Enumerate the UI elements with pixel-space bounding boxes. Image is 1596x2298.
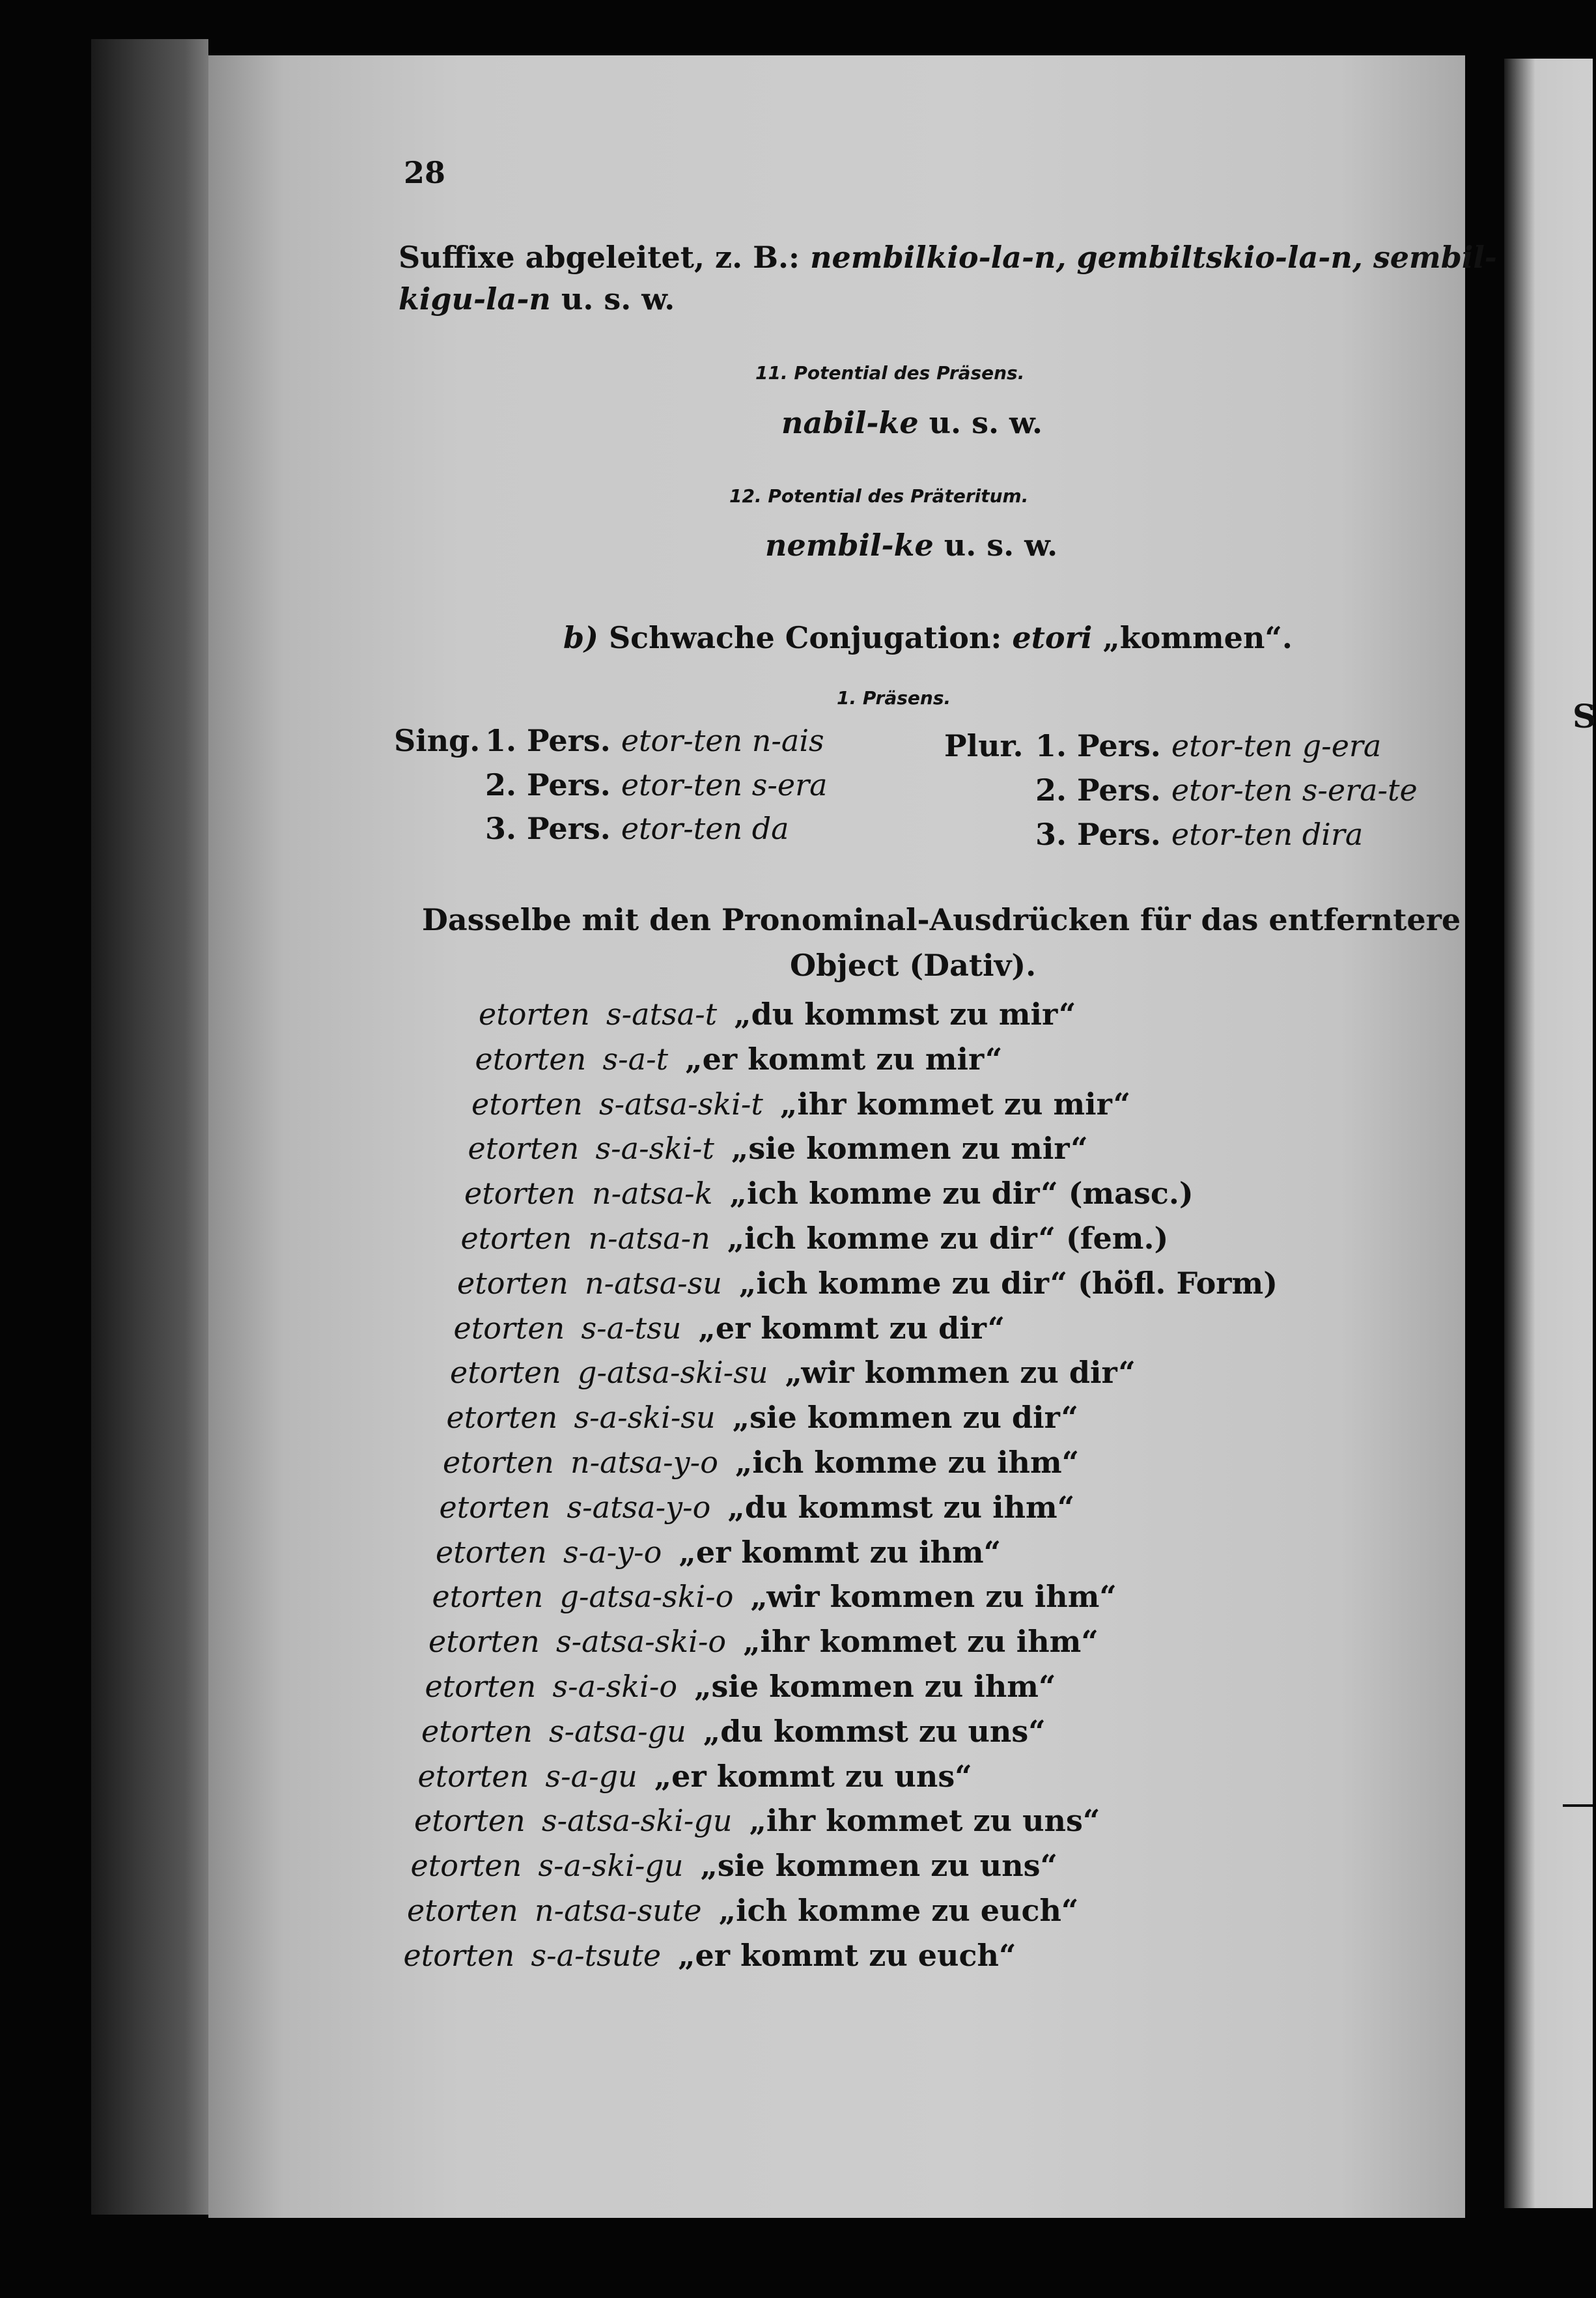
- section-b-verb: etori: [1012, 620, 1093, 655]
- example-verb: etorten: [479, 997, 590, 1032]
- sing-row-2: [485, 767, 828, 802]
- example-verb: etorten: [475, 1041, 587, 1077]
- example-row: [468, 1131, 1088, 1166]
- sing-person-2: 2. Pers.: [485, 767, 611, 802]
- example-verb: etorten: [471, 1086, 583, 1122]
- example-form: s-a-t: [602, 1041, 669, 1077]
- example-verb: etorten: [453, 1310, 565, 1346]
- plur-row-3: [1035, 817, 1363, 852]
- example-gloss: „sie kommen zu uns“: [700, 1848, 1058, 1884]
- plur-row-1: [1035, 728, 1381, 763]
- example-verb: etorten: [436, 1534, 547, 1570]
- example-row: [421, 1714, 1046, 1749]
- example-verb: etorten: [428, 1624, 540, 1660]
- plur-label: Plur.: [944, 728, 1024, 763]
- example-form: s-a-tsu: [581, 1310, 682, 1346]
- example-verb: etorten: [443, 1445, 554, 1480]
- praesens-heading: 1. Präsens.: [837, 687, 951, 709]
- example-form: n-atsa-n: [588, 1221, 710, 1256]
- sing-person-1: 1. Pers.: [485, 723, 611, 758]
- example-row: [471, 1086, 1130, 1122]
- example-row: [418, 1759, 972, 1794]
- example-gloss: „er kommt zu uns“: [654, 1758, 972, 1794]
- example-gloss: „du kommst zu uns“: [703, 1713, 1046, 1749]
- intro-line-2: [399, 281, 675, 317]
- example-verb: etorten: [439, 1489, 551, 1525]
- section-12-line: [765, 528, 1057, 563]
- example-row: [457, 1266, 1278, 1301]
- example-verb: etorten: [417, 1758, 529, 1794]
- example-row: [464, 1176, 1194, 1211]
- example-row: [479, 997, 1076, 1032]
- example-gloss: „sie kommen zu mir“: [731, 1131, 1088, 1167]
- book-spine: [91, 39, 208, 2215]
- example-row: [450, 1355, 1136, 1390]
- example-gloss: „sie kommen zu ihm“: [694, 1669, 1056, 1704]
- section-12-heading: 12. Potential des Präteritum.: [729, 485, 1029, 507]
- example-row: [411, 1848, 1058, 1883]
- sing-form-3: etor-ten da: [621, 811, 789, 846]
- sing-form-1: etor-ten n-ais: [621, 723, 824, 758]
- example-verb: etorten: [468, 1131, 580, 1167]
- example-gloss: „ich komme zu ihm“: [735, 1445, 1080, 1480]
- example-verb: etorten: [460, 1221, 572, 1256]
- example-gloss: „er kommt zu mir“: [685, 1041, 1003, 1077]
- example-gloss: „ihr kommet zu uns“: [749, 1803, 1100, 1839]
- section-b-heading: [563, 620, 1293, 655]
- sing-label: Sing.: [394, 723, 481, 758]
- example-form: s-atsa-t: [606, 997, 718, 1032]
- example-row: [407, 1893, 1078, 1928]
- intro-line-1: [399, 240, 1497, 275]
- sing-form-2: etor-ten s-era: [621, 767, 828, 802]
- plur-person-2: 2. Pers.: [1035, 773, 1161, 808]
- section-11-line: [781, 405, 1043, 440]
- example-gloss: „sie kommen zu dir“: [732, 1400, 1078, 1436]
- page-number: 28: [404, 155, 446, 190]
- example-form: s-a-gu: [545, 1758, 637, 1794]
- example-gloss: „ihr kommet zu ihm“: [743, 1624, 1099, 1660]
- example-row: [436, 1535, 1001, 1570]
- example-gloss: „ich komme zu dir“ (masc.): [729, 1176, 1194, 1212]
- example-form: s-a-ski-t: [595, 1131, 714, 1167]
- example-verb: etorten: [414, 1803, 525, 1839]
- plur-form-2: etor-ten s-era-te: [1171, 773, 1418, 808]
- section-b-label: b): [563, 620, 598, 655]
- example-gloss: „wir kommen zu dir“: [785, 1355, 1136, 1391]
- example-form: n-atsa-su: [585, 1265, 722, 1301]
- example-row: [443, 1445, 1079, 1480]
- example-row: [475, 1042, 1003, 1077]
- example-form: s-a-tsute: [531, 1937, 662, 1973]
- example-gloss: „er kommt zu euch“: [678, 1937, 1016, 1973]
- example-form: s-atsa-ski-t: [599, 1086, 763, 1122]
- example-gloss: „er kommt zu ihm“: [679, 1534, 1001, 1570]
- sing-person-3: 3. Pers.: [485, 811, 611, 846]
- example-gloss: „du kommst zu ihm“: [727, 1489, 1075, 1525]
- example-row: [425, 1669, 1056, 1704]
- example-form: s-atsa-ski-gu: [542, 1803, 733, 1839]
- example-row: [432, 1579, 1117, 1614]
- example-verb: etorten: [457, 1265, 568, 1301]
- section-b-title: Schwache Conjugation:: [598, 620, 1013, 655]
- example-gloss: „wir kommen zu ihm“: [750, 1579, 1117, 1615]
- section-11-heading: 11. Potential des Präsens.: [755, 362, 1025, 384]
- section-12-rest: u. s. w.: [933, 528, 1058, 563]
- dative-intro-line-2: Object (Dativ).: [790, 948, 1037, 983]
- section-12-form: nembil-ke: [765, 528, 934, 563]
- plur-form-1: etor-ten g-era: [1171, 728, 1382, 763]
- sing-row-3: [485, 811, 789, 846]
- example-form: s-a-y-o: [563, 1534, 662, 1570]
- example-form: n-atsa-y-o: [570, 1445, 718, 1480]
- example-form: n-atsa-k: [592, 1176, 713, 1212]
- example-form: s-atsa-gu: [549, 1713, 686, 1749]
- example-verb: etorten: [421, 1713, 533, 1749]
- example-verb: etorten: [450, 1355, 561, 1391]
- facing-page-fragment: S: [1573, 697, 1596, 735]
- example-form: g-atsa-ski-su: [578, 1355, 768, 1391]
- example-gloss: „ich komme zu dir“ (fem.): [727, 1221, 1169, 1256]
- intro-line-2-rest: u. s. w.: [550, 281, 675, 317]
- facing-page-edge: [1504, 59, 1593, 2208]
- example-verb: etorten: [425, 1669, 537, 1704]
- example-row: [414, 1803, 1100, 1838]
- example-verb: etorten: [432, 1579, 544, 1615]
- example-verb: etorten: [410, 1848, 522, 1884]
- example-row: [454, 1311, 1005, 1346]
- example-gloss: „du kommst zu mir“: [734, 997, 1076, 1032]
- example-form: g-atsa-ski-o: [559, 1579, 734, 1615]
- example-form: n-atsa-sute: [535, 1893, 702, 1928]
- example-form: s-a-ski-o: [552, 1669, 678, 1704]
- section-11-form: nabil-ke: [781, 405, 919, 440]
- section-b-gloss: „kommen“.: [1092, 620, 1293, 655]
- example-row: [447, 1400, 1078, 1435]
- plur-person-3: 3. Pers.: [1035, 817, 1161, 852]
- example-verb: etorten: [464, 1176, 576, 1212]
- example-verb: etorten: [403, 1937, 515, 1973]
- plur-form-3: etor-ten dira: [1171, 817, 1364, 852]
- example-verb: etorten: [446, 1400, 558, 1436]
- dative-intro-line-1: Dasselbe mit den Pronominal-Ausdrücken für das entferntere: [422, 902, 1461, 937]
- example-form: s-atsa-ski-o: [556, 1624, 727, 1660]
- example-form: s-a-ski-su: [574, 1400, 716, 1436]
- intro-line-1-text: Suffixe abgeleitet, z. B.:: [399, 240, 811, 275]
- sing-row-1: [485, 723, 824, 758]
- facing-page-rule: [1563, 1804, 1593, 1807]
- section-11-rest: u. s. w.: [918, 405, 1043, 440]
- example-gloss: „er kommt zu dir“: [698, 1310, 1005, 1346]
- example-verb: etorten: [407, 1893, 518, 1928]
- plur-row-2: [1035, 773, 1418, 808]
- example-gloss: „ich komme zu euch“: [718, 1893, 1079, 1928]
- example-row: [440, 1490, 1075, 1525]
- intro-line-2-form: kigu-la-n: [399, 281, 551, 317]
- example-form: s-atsa-y-o: [567, 1489, 711, 1525]
- example-row: [461, 1221, 1169, 1256]
- plur-person-1: 1. Pers.: [1035, 728, 1161, 763]
- example-gloss: „ich komme zu dir“ (höfl. Form): [738, 1265, 1278, 1301]
- example-gloss: „ihr kommet zu mir“: [779, 1086, 1131, 1122]
- example-form: s-a-ski-gu: [538, 1848, 684, 1884]
- example-row: [428, 1624, 1099, 1659]
- intro-line-1-forms: nembilkio-la-n, gembiltskio-la-n, sembil-: [810, 240, 1497, 275]
- example-row: [404, 1938, 1016, 1973]
